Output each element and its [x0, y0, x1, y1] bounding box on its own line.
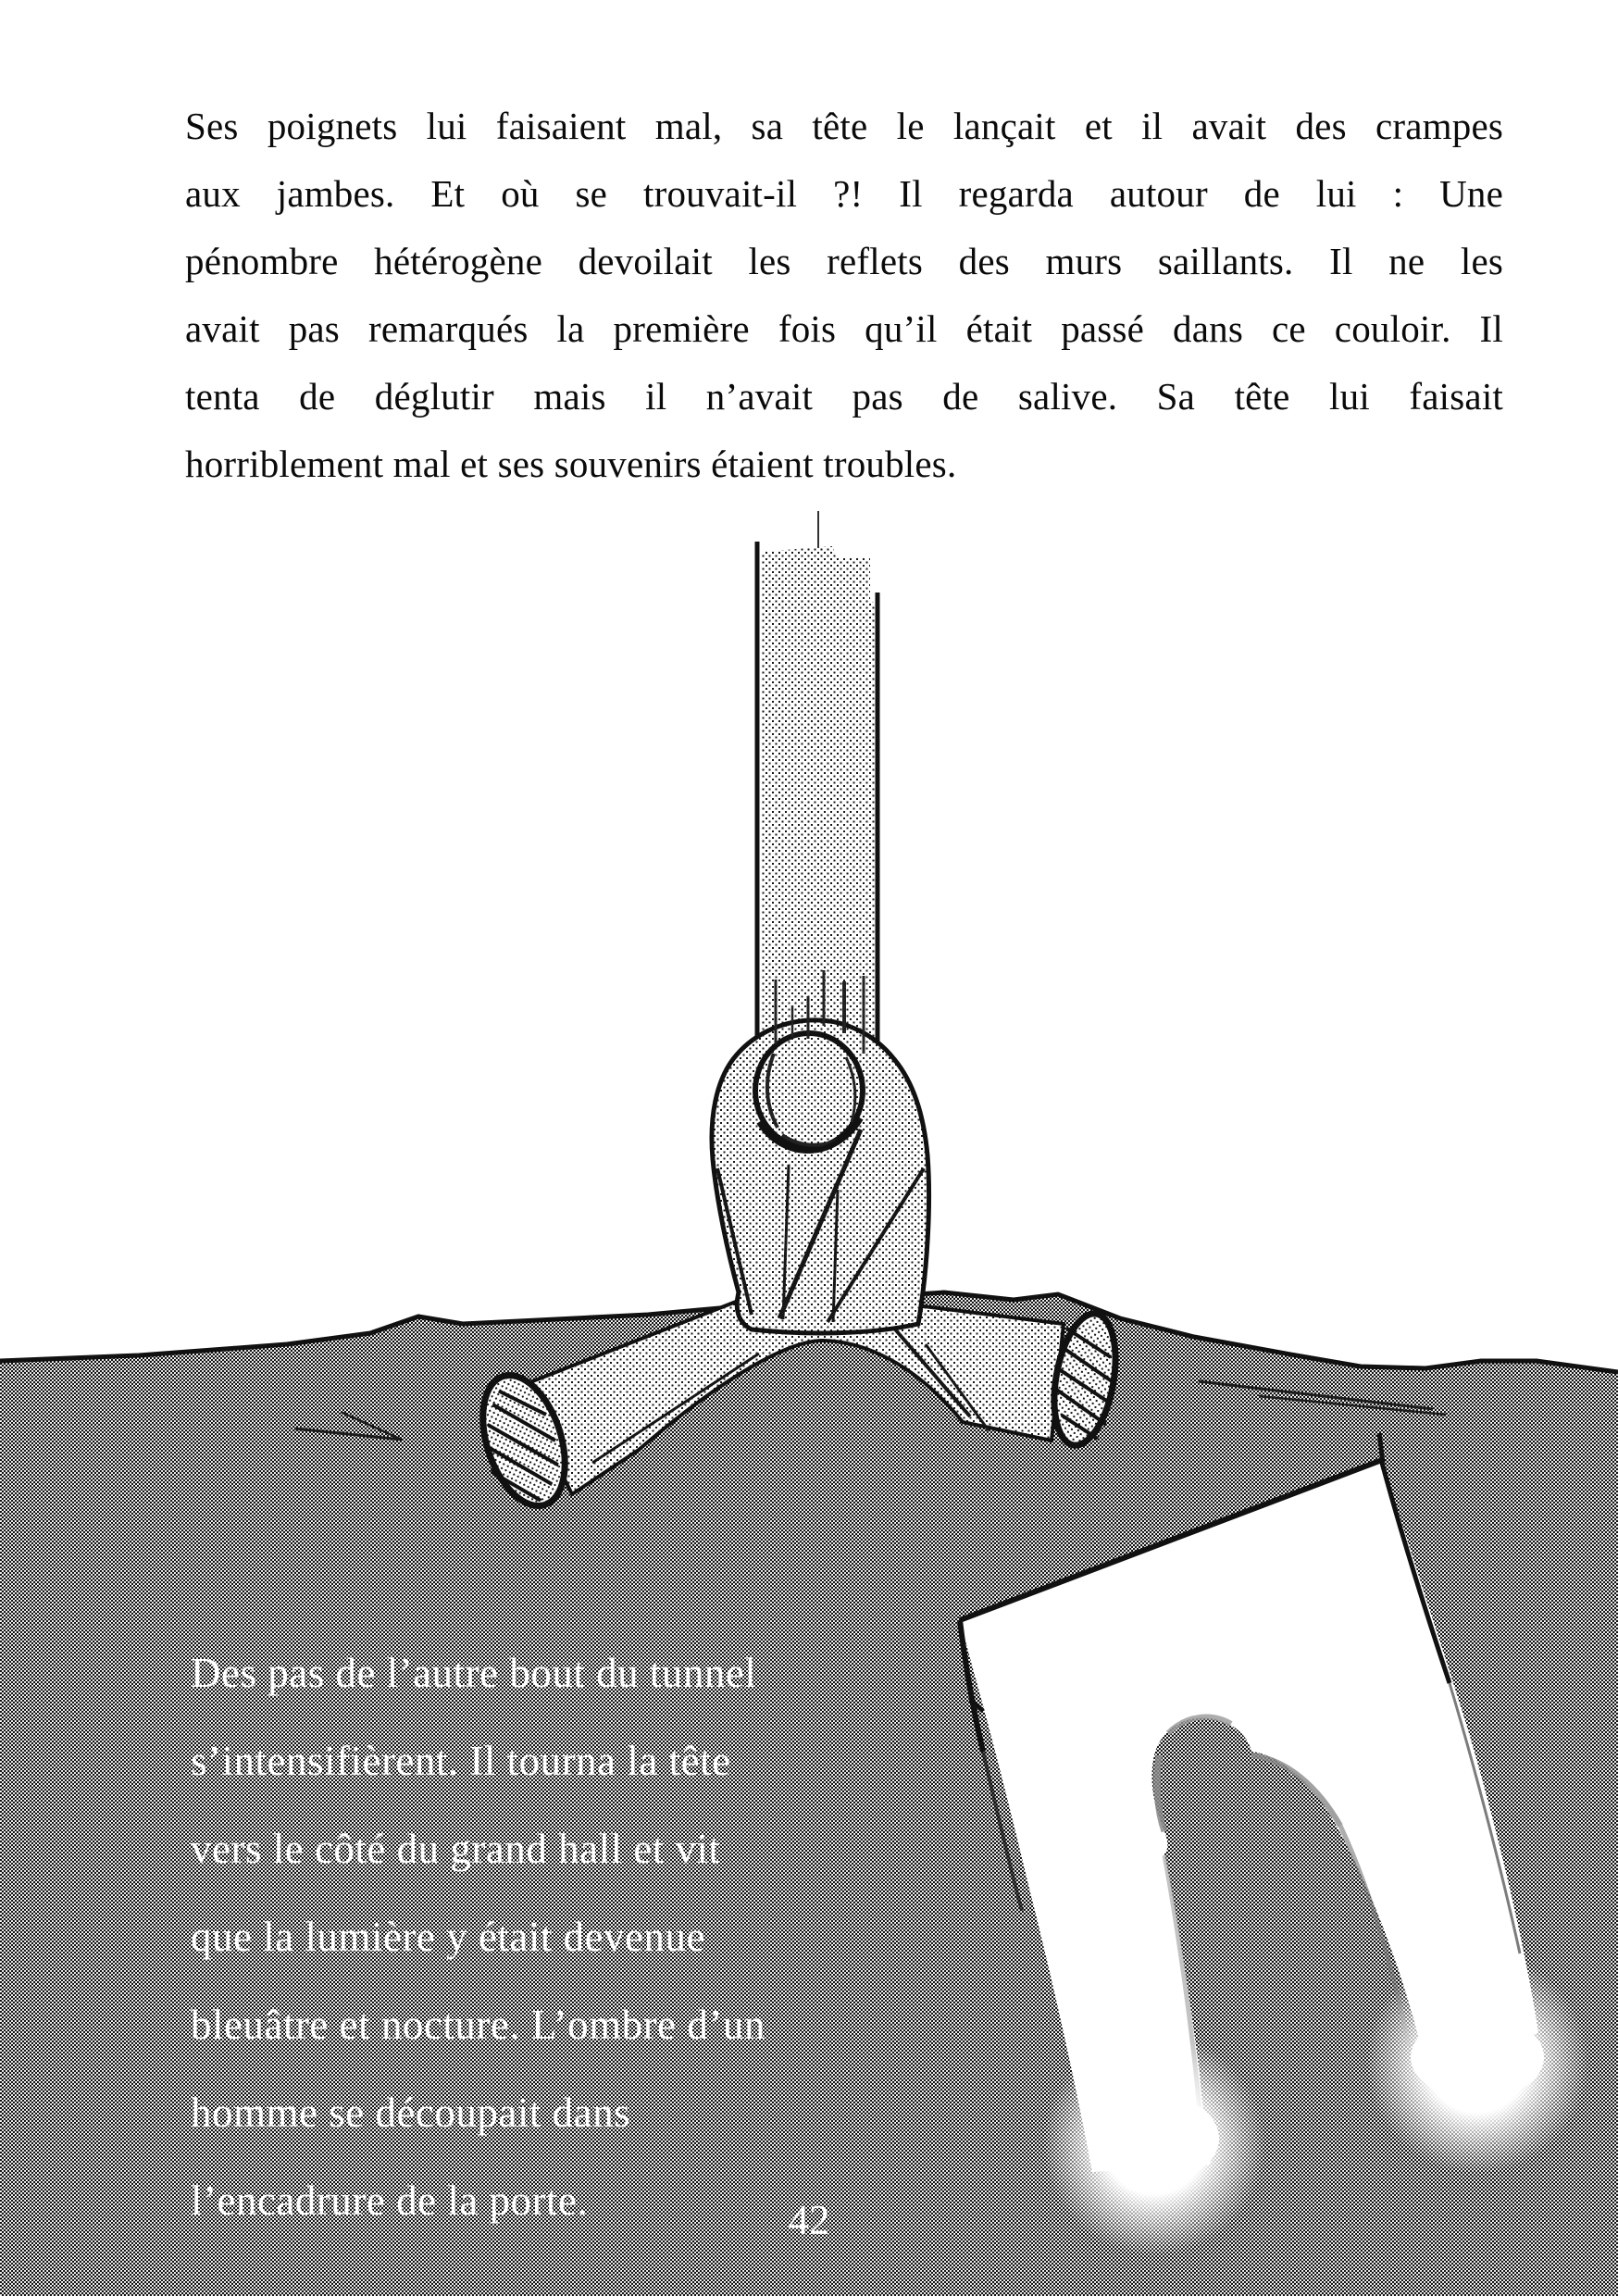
body-paragraph: [185, 93, 1503, 498]
caption-line: que la lumière y était devenue: [191, 1914, 706, 1960]
paragraph-line: Ses poignets lui faisaient mal, sa tête le lançait et il avait des crampes: [185, 105, 1503, 147]
figure-head: [755, 1033, 863, 1148]
paragraph-line: aux jambes. Et où se trouvait-il ?! Il regarda autour de lui : Une: [185, 172, 1503, 215]
caption-line: Des pas de l’autre bout du tunnel: [191, 1650, 757, 1696]
caption-line: homme se découpait dans: [191, 2090, 631, 2136]
caption-paragraph: [191, 1629, 857, 2245]
caption-line: bleuâtre et nocture. L’ombre d’un: [191, 2002, 765, 2048]
caption-line: s’intensifièrent. Il tourna la tête: [191, 1738, 731, 1784]
paragraph-line: horriblement mal et ses souvenirs étaient troubles.: [185, 443, 957, 485]
page-number: 42: [788, 2197, 830, 2243]
caption-line: vers le côté du grand hall et vit: [191, 1826, 721, 1872]
paragraph-line: pénombre hétérogène devoilait les reflets des murs saillants. Il ne les: [185, 240, 1503, 282]
paragraph-line: avait pas remarqués la première fois qu’il était passé dans ce couloir. Il: [185, 307, 1503, 350]
caption-line: l’encadrure de la porte.: [191, 2177, 589, 2224]
paragraph-line: tenta de déglutir mais il n’avait pas de salive. Sa tête lui faisait: [185, 375, 1503, 418]
